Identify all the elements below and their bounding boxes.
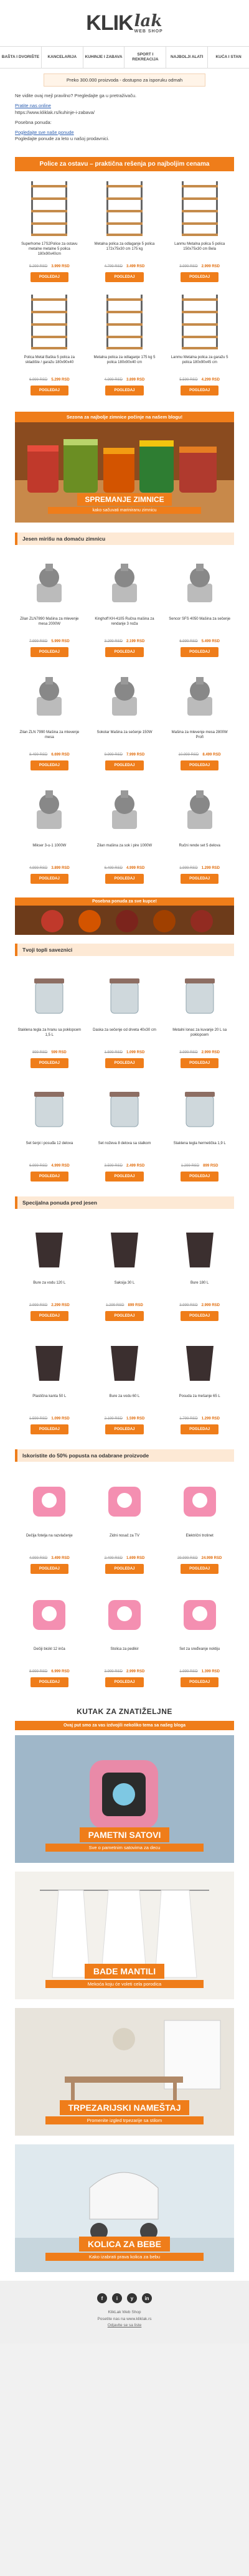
price-new: 2.999 RSD (201, 1051, 220, 1055)
product-name[interactable]: Zidni nosač za TV (110, 1534, 139, 1538)
product-grid-popust (0, 1467, 249, 1693)
product-card[interactable] (166, 1467, 233, 1580)
price-new: 8.499 RSD (202, 753, 221, 757)
facebook-icon[interactable]: f (97, 2293, 107, 2303)
product-prices (29, 1670, 70, 1674)
view-product-button[interactable]: POGLEDAJ (181, 647, 218, 657)
product-prices (179, 1670, 220, 1674)
price-new: 2.199 RSD (126, 640, 145, 644)
product-prices (179, 640, 220, 643)
price-new: 2.999 RSD (201, 265, 220, 269)
product-card[interactable] (92, 1214, 158, 1327)
price-new: 1.099 RSD (126, 1051, 145, 1055)
price-new: 1.299 RSD (201, 866, 220, 871)
view-product-button[interactable]: POGLEDAJ (31, 1172, 68, 1181)
logo[interactable] (86, 12, 162, 34)
product-image[interactable] (170, 292, 230, 352)
product-image[interactable] (19, 667, 79, 727)
product-card[interactable] (92, 288, 158, 402)
section-title-zimnica: Jesen mirišu na domaću zimnicu (15, 533, 234, 545)
price-new: 3.899 RSD (51, 866, 70, 871)
price-old: 3.999 RSD (179, 1304, 198, 1308)
intro-text (0, 90, 249, 151)
product-prices (105, 866, 145, 870)
product-name[interactable]: Bure za vodu 120 L (33, 1281, 66, 1286)
product-card[interactable] (92, 1327, 158, 1441)
section-title-popust: Iskoristite do 50% popusta na odabrane proizvode (15, 1449, 234, 1462)
price-old: 2.499 RSD (104, 1556, 123, 1561)
promo-strip[interactable] (15, 897, 234, 935)
intro-link1[interactable]: Pratite nas online (15, 102, 51, 108)
blog-3-title: TRPEZARIJSKI NAMEŠTAJ (60, 2100, 190, 2115)
product-prices (177, 1556, 222, 1560)
product-name[interactable]: Lanmu Metalna polica za garažu 5 polica 180x90x45 cm (171, 356, 228, 365)
price-old: 4.999 RSD (29, 1556, 48, 1561)
logo-main: KLIK (86, 11, 133, 35)
price-new: 1.599 RSD (126, 1417, 145, 1421)
product-card[interactable] (166, 663, 233, 777)
view-product-button[interactable]: POGLEDAJ (31, 647, 68, 657)
nav-item-sport[interactable]: SPORT I REKREACIJA (125, 47, 166, 68)
product-image[interactable] (19, 780, 79, 840)
footer-line-2[interactable]: Posetite nas na www.kliklak.rs (97, 2316, 152, 2321)
product-prices (105, 1051, 145, 1054)
product-prices (29, 1417, 70, 1421)
price-old: 9.999 RSD (104, 753, 123, 757)
product-prices (29, 378, 70, 382)
product-image[interactable] (170, 179, 230, 239)
price-new: 599 RSD (51, 1051, 67, 1055)
product-prices (29, 1164, 70, 1168)
product-name[interactable]: Set noževa 8 delova sa stalkom (98, 1142, 151, 1146)
product-name[interactable]: Bure 180 L (190, 1281, 209, 1286)
price-old: 1.299 RSD (106, 1304, 125, 1308)
product-prices (105, 265, 145, 268)
product-grid-saveznici (0, 961, 249, 1188)
view-product-button[interactable]: POGLEDAJ (31, 272, 68, 282)
price-old: 10.999 RSD (178, 753, 199, 757)
product-image[interactable] (95, 1218, 154, 1277)
section-title-shelves: Police za ostavu – praktična rešenja po najboljim cenama (15, 157, 234, 171)
product-name[interactable]: Posuda za mešanje 65 L (179, 1395, 220, 1399)
product-card[interactable] (166, 550, 233, 663)
blog-bade-mantili[interactable] (15, 1872, 234, 1999)
price-old: 3.999 RSD (179, 1051, 198, 1055)
view-product-button[interactable]: POGLEDAJ (181, 1677, 218, 1687)
blog-1-sub: Sve o pametnim satovima za decu (45, 1844, 203, 1852)
product-image[interactable] (95, 179, 154, 239)
logo-script: lak (134, 12, 162, 31)
view-product-button[interactable]: POGLEDAJ (105, 272, 143, 282)
view-product-button[interactable]: POGLEDAJ (31, 1677, 68, 1687)
product-prices (181, 1164, 218, 1168)
product-name[interactable]: Stolica za pedikir (110, 1647, 139, 1652)
nav-item-basta[interactable]: BAŠTA I DVORIŠTE (0, 47, 42, 68)
price-new: 24.999 RSD (201, 1556, 222, 1561)
product-name[interactable]: Mašina za mlevenje mesa 2800W Profi (171, 731, 228, 740)
product-card[interactable] (92, 175, 158, 288)
price-old: 1.999 RSD (179, 866, 198, 871)
price-old: 3.299 RSD (104, 640, 123, 644)
view-product-button[interactable]: POGLEDAJ (31, 386, 68, 395)
product-image[interactable] (170, 554, 230, 613)
view-product-button[interactable]: POGLEDAJ (105, 1172, 143, 1181)
price-new: 3.899 RSD (126, 378, 145, 382)
price-new: 5.999 RSD (51, 640, 70, 644)
instagram-icon[interactable]: i (112, 2293, 122, 2303)
product-name[interactable]: Metalna polica za odlaganje 175 kg 5 polica 180x90x40 cm (93, 356, 156, 365)
promo-strip-caption: Posebna ponuda za sve kupce! (15, 897, 234, 906)
price-new: 2.999 RSD (201, 1304, 220, 1308)
view-product-button[interactable]: POGLEDAJ (105, 874, 143, 884)
product-prices (29, 640, 70, 643)
view-product-button[interactable]: POGLEDAJ (31, 1424, 68, 1434)
view-product-button[interactable]: POGLEDAJ (181, 386, 218, 395)
product-card[interactable] (166, 1214, 233, 1327)
price-new: 1.399 RSD (201, 1670, 220, 1674)
product-name[interactable]: Metalni lonac za kuvanje 20 L sa poklopcem (172, 1028, 227, 1038)
product-card[interactable] (16, 1580, 83, 1693)
product-card[interactable] (16, 1074, 83, 1188)
product-image[interactable] (170, 1584, 230, 1644)
free-shipping-banner: Preko 300.000 proizvoda - dostupno za isporuku odmah (44, 73, 205, 87)
product-grid-shelves (0, 175, 249, 402)
product-name[interactable]: Zilan mašina za sok i pire 1000W (96, 844, 153, 848)
kutak-subtitle: Ovaj put smo za vas izdvojili nekoliko tema sa našeg bloga (15, 1721, 234, 1730)
price-new: 5.499 RSD (201, 640, 220, 644)
nav-item-kancelarija[interactable]: KANCELARIJA (42, 47, 83, 68)
product-card[interactable] (166, 777, 233, 890)
price-new: 4.299 RSD (201, 378, 220, 382)
product-name[interactable]: Mikser 3-u-1 1000W (32, 844, 67, 848)
price-old: 7.999 RSD (29, 640, 48, 644)
product-prices (29, 1304, 70, 1307)
price-old: 1.799 RSD (179, 1417, 198, 1421)
price-new: 2.499 RSD (126, 1164, 145, 1168)
product-name[interactable]: Zilan ZLN7890 Mašina za mlevenje mesa 2000W (20, 617, 79, 627)
product-name[interactable]: Set šerpi i posuđa 12 delova (26, 1142, 73, 1146)
product-image[interactable] (19, 1218, 79, 1277)
kutak-title: KUTAK ZA ZNATIŽELJNE (77, 1707, 172, 1717)
view-product-button[interactable]: POGLEDAJ (105, 1424, 143, 1434)
blog-2-sub: Mekoća koju će voleti cela porodica (45, 1980, 203, 1988)
price-new: 1.099 RSD (51, 1417, 70, 1421)
price-old: 8.999 RSD (29, 1670, 48, 1674)
product-name[interactable]: Plastična kanta 50 L (32, 1395, 67, 1399)
view-product-button[interactable]: POGLEDAJ (105, 1677, 143, 1687)
product-prices (29, 866, 70, 870)
product-card[interactable] (92, 961, 158, 1074)
price-old: 3.999 RSD (179, 265, 198, 269)
product-image[interactable] (19, 292, 79, 352)
price-old: 1.599 RSD (29, 1417, 48, 1421)
product-name[interactable]: Staklena tegla hermetička 1,9 L (173, 1142, 226, 1146)
price-old: 1.599 RSD (104, 1051, 123, 1055)
product-prices (105, 1556, 145, 1560)
intro-p3-title: Posebna ponuda: (15, 119, 52, 125)
product-prices (179, 866, 220, 870)
price-old: 4.999 RSD (29, 866, 48, 871)
product-image[interactable] (95, 667, 154, 727)
view-product-button[interactable]: POGLEDAJ (181, 272, 218, 282)
view-product-button[interactable]: POGLEDAJ (181, 874, 218, 884)
view-product-button[interactable]: POGLEDAJ (31, 760, 68, 770)
product-card[interactable] (16, 961, 83, 1074)
view-product-button[interactable]: POGLEDAJ (105, 1311, 143, 1321)
view-product-button[interactable]: POGLEDAJ (31, 1058, 68, 1068)
product-card[interactable] (166, 175, 233, 288)
footer-line-1: KlikLak Web Shop (108, 2310, 141, 2315)
product-image[interactable] (95, 1078, 154, 1138)
promo-zimnica-title: SPREMANJE ZIMNICE (77, 493, 171, 506)
view-product-button[interactable]: POGLEDAJ (105, 386, 143, 395)
product-prices (179, 753, 221, 757)
product-name[interactable]: Metalna polica za odlaganje 5 polica 172x75x30 cm 175 kg (94, 242, 155, 252)
product-card[interactable] (166, 1580, 233, 1693)
product-card[interactable] (16, 777, 83, 890)
price-old: 6.999 RSD (29, 378, 48, 382)
price-new: 3.499 RSD (51, 1556, 70, 1561)
product-name[interactable]: Sokolar Mašina za sečenje 150W (96, 731, 153, 735)
product-card[interactable] (16, 663, 83, 777)
blog-2-title: BADE MANTILI (85, 1964, 164, 1979)
product-card[interactable] (166, 288, 233, 402)
price-old: 2.999 RSD (29, 1304, 48, 1308)
promo-zimnica-top: Sezona za najbolje zimnice počinje na našem blogu! (15, 412, 234, 422)
view-product-button[interactable]: POGLEDAJ (181, 1424, 218, 1434)
product-prices (179, 265, 220, 268)
price-new: 5.299 RSD (51, 378, 70, 382)
price-new: 6.699 RSD (51, 753, 70, 757)
view-product-button[interactable]: POGLEDAJ (31, 874, 68, 884)
product-prices (105, 640, 145, 643)
product-name[interactable]: Superhome 17S2Police za ostavu metalne metalne 5 polica 180x90x40cm (21, 242, 78, 256)
price-old: 1.999 RSD (179, 1670, 198, 1674)
product-card[interactable] (16, 550, 83, 663)
product-name[interactable]: Dečija fotelja na razvlačenje (26, 1534, 73, 1538)
nav-item-alati[interactable]: NAJBOLJI ALATI (166, 47, 208, 68)
product-prices (105, 1164, 145, 1168)
product-card[interactable] (92, 777, 158, 890)
price-new: 6.999 RSD (51, 1670, 70, 1674)
product-image[interactable] (95, 554, 154, 613)
product-name[interactable]: Daska za sečenje od drveta 40x30 cm (93, 1028, 156, 1033)
product-image[interactable] (170, 965, 230, 1025)
product-image[interactable] (95, 780, 154, 840)
price-old: 8.499 RSD (29, 753, 48, 757)
product-name[interactable]: Ručni rende set 5 delova (179, 844, 220, 848)
product-name[interactable]: Električni trotinet (186, 1534, 214, 1538)
product-image[interactable] (19, 179, 79, 239)
section-title-specijalna: Specijalna ponuda pred jesen (15, 1196, 234, 1209)
nav-item-kuhinje[interactable]: KUHINJE I ZABAVA (83, 47, 125, 68)
product-name[interactable]: Lanmu Metalna polica 5 polica 150x75x30 cm Bela (174, 242, 225, 252)
product-image[interactable] (170, 1470, 230, 1530)
price-old: 3.599 RSD (104, 1164, 123, 1168)
price-old: 3.999 RSD (104, 1670, 123, 1674)
price-old: 1.299 RSD (181, 1164, 200, 1168)
price-old: 899 RSD (32, 1051, 48, 1055)
product-image[interactable] (95, 292, 154, 352)
section-title-saveznici: Tvoji topli saveznici (15, 944, 234, 956)
blog-4-sub: Kako izabrati prava kolica za bebu (45, 2253, 203, 2261)
product-prices (29, 265, 70, 268)
product-card[interactable] (92, 550, 158, 663)
product-name[interactable]: Set za sređivanje noktiju (179, 1647, 220, 1652)
product-grid-specijalna (0, 1214, 249, 1441)
product-grid-zimnica (0, 550, 249, 890)
product-image[interactable] (170, 1331, 230, 1391)
product-image[interactable] (170, 780, 230, 840)
product-card[interactable] (16, 1214, 83, 1327)
product-image[interactable] (170, 1218, 230, 1277)
price-new: 2.999 RSD (126, 1670, 145, 1674)
product-card[interactable] (92, 663, 158, 777)
view-product-button[interactable]: POGLEDAJ (105, 760, 143, 770)
product-image[interactable] (19, 965, 79, 1025)
price-old: 6.499 RSD (104, 866, 123, 871)
product-card[interactable] (92, 1467, 158, 1580)
product-image[interactable] (95, 965, 154, 1025)
product-prices (105, 753, 145, 757)
product-card[interactable] (166, 1074, 233, 1188)
product-prices (105, 1417, 145, 1421)
blog-pametni-satovi[interactable] (15, 1735, 234, 1863)
product-image[interactable] (19, 1331, 79, 1391)
view-product-button[interactable]: POGLEDAJ (181, 1311, 218, 1321)
view-product-button[interactable]: POGLEDAJ (181, 760, 218, 770)
view-product-button[interactable]: POGLEDAJ (181, 1564, 218, 1574)
logo-sub: WEB SHOP (134, 29, 163, 34)
product-card[interactable] (92, 1580, 158, 1693)
product-image[interactable] (19, 1078, 79, 1138)
linkedin-icon[interactable]: in (142, 2293, 152, 2303)
intro-link2[interactable]: Pogledajte sve naše ponude (15, 129, 74, 135)
product-prices (32, 1051, 67, 1054)
product-name[interactable]: Kinghoff KH-4105 Ručna mašina za rendanje 3 noža (95, 617, 154, 627)
product-image[interactable] (95, 1331, 154, 1391)
price-new: 3.999 RSD (51, 265, 70, 269)
price-new: 899 RSD (203, 1164, 218, 1168)
price-new: 899 RSD (128, 1304, 143, 1308)
product-prices (29, 1556, 70, 1560)
product-name[interactable]: Zilan ZLN 7990 Mašina za mlevenje mesa (19, 731, 80, 740)
product-card[interactable] (16, 1327, 83, 1441)
view-product-button[interactable]: POGLEDAJ (181, 1172, 218, 1181)
product-image[interactable] (19, 554, 79, 613)
price-new: 3.499 RSD (126, 265, 145, 269)
intro-p1: Ne vidite ovaj mejl pravilno? Pregledajte ga u pretraživaču. (15, 93, 137, 98)
youtube-icon[interactable]: y (127, 2293, 137, 2303)
view-product-button[interactable]: POGLEDAJ (105, 647, 143, 657)
price-old: 5.299 RSD (29, 265, 48, 269)
product-prices (105, 378, 145, 382)
blog-3-sub: Promenite izgled trpezarije sa stilom (45, 2116, 203, 2124)
product-prices (179, 378, 220, 382)
header-logo[interactable] (0, 0, 249, 46)
product-card[interactable] (92, 1074, 158, 1188)
price-old: 4.999 RSD (104, 378, 123, 382)
product-name[interactable]: Bure za vodu 60 L (109, 1395, 140, 1399)
product-prices (179, 1051, 220, 1054)
blog-kolica[interactable] (15, 2144, 234, 2272)
product-card[interactable] (166, 961, 233, 1074)
view-product-button[interactable]: POGLEDAJ (181, 1058, 218, 1068)
promo-zimnica-sub: kako sačuvati mariniranu zimnicu (48, 507, 201, 514)
product-name[interactable]: Polica Metal Baška 5 polica za skladište / garažu 180x90x40 (24, 356, 75, 365)
blog-4-title: KOLICA ZA BEBE (79, 2237, 170, 2252)
product-card[interactable] (16, 288, 83, 402)
price-old: 2.199 RSD (104, 1417, 123, 1421)
price-new: 4.999 RSD (126, 866, 145, 871)
price-old: 6.999 RSD (29, 1164, 48, 1168)
price-old: 4.799 RSD (104, 265, 123, 269)
promo-zimnica[interactable] (15, 412, 234, 523)
price-new: 4.999 RSD (51, 1164, 70, 1168)
price-new: 2.299 RSD (51, 1304, 70, 1308)
product-card[interactable] (16, 175, 83, 288)
view-product-button[interactable]: POGLEDAJ (105, 1564, 143, 1574)
product-image[interactable] (19, 1584, 79, 1644)
price-old: 6.999 RSD (179, 640, 198, 644)
product-image[interactable] (95, 1584, 154, 1644)
main-nav (0, 46, 249, 69)
product-prices (179, 1417, 220, 1421)
product-prices (29, 753, 70, 757)
product-prices (106, 1304, 143, 1307)
footer (0, 2281, 249, 2344)
intro-p4: Pogledajte ponude za leto u našoj prodavnici. (15, 136, 110, 142)
blog-trpezarija[interactable] (15, 2008, 234, 2136)
product-card[interactable] (166, 1327, 233, 1441)
product-name[interactable]: Dečiji bicikl 12 inča (33, 1647, 65, 1652)
product-name[interactable]: Saksija 30 L (114, 1281, 135, 1286)
price-new: 1.299 RSD (201, 1417, 220, 1421)
nav-item-kuca[interactable]: KUĆA I STAN (215, 54, 242, 59)
view-product-button[interactable]: POGLEDAJ (105, 1058, 143, 1068)
intro-p2: https://www.kliklak.rs/kuhinje-i-zabava/ (15, 109, 95, 115)
product-image[interactable] (19, 1470, 79, 1530)
price-old: 5.599 RSD (179, 378, 198, 382)
product-image[interactable] (170, 1078, 230, 1138)
footer-unsubscribe[interactable]: Odjavite se sa liste (107, 2323, 142, 2328)
product-prices (105, 1670, 145, 1674)
product-image[interactable] (95, 1470, 154, 1530)
price-old: 29.999 RSD (177, 1556, 198, 1561)
product-name[interactable]: Staklena tegla za hranu sa poklopcem 1,5 L (17, 1028, 82, 1038)
view-product-button[interactable]: POGLEDAJ (31, 1564, 68, 1574)
product-name[interactable]: Sencor SFS 4050 Mašina za sečenje (169, 617, 231, 622)
price-new: 7.999 RSD (126, 753, 145, 757)
price-new: 1.699 RSD (126, 1556, 145, 1561)
view-product-button[interactable]: POGLEDAJ (31, 1311, 68, 1321)
product-prices (179, 1304, 220, 1307)
product-image[interactable] (170, 667, 230, 727)
social-links (0, 2293, 249, 2303)
product-card[interactable] (16, 1467, 83, 1580)
blog-1-title: PAMETNI SATOVI (80, 1827, 170, 1842)
